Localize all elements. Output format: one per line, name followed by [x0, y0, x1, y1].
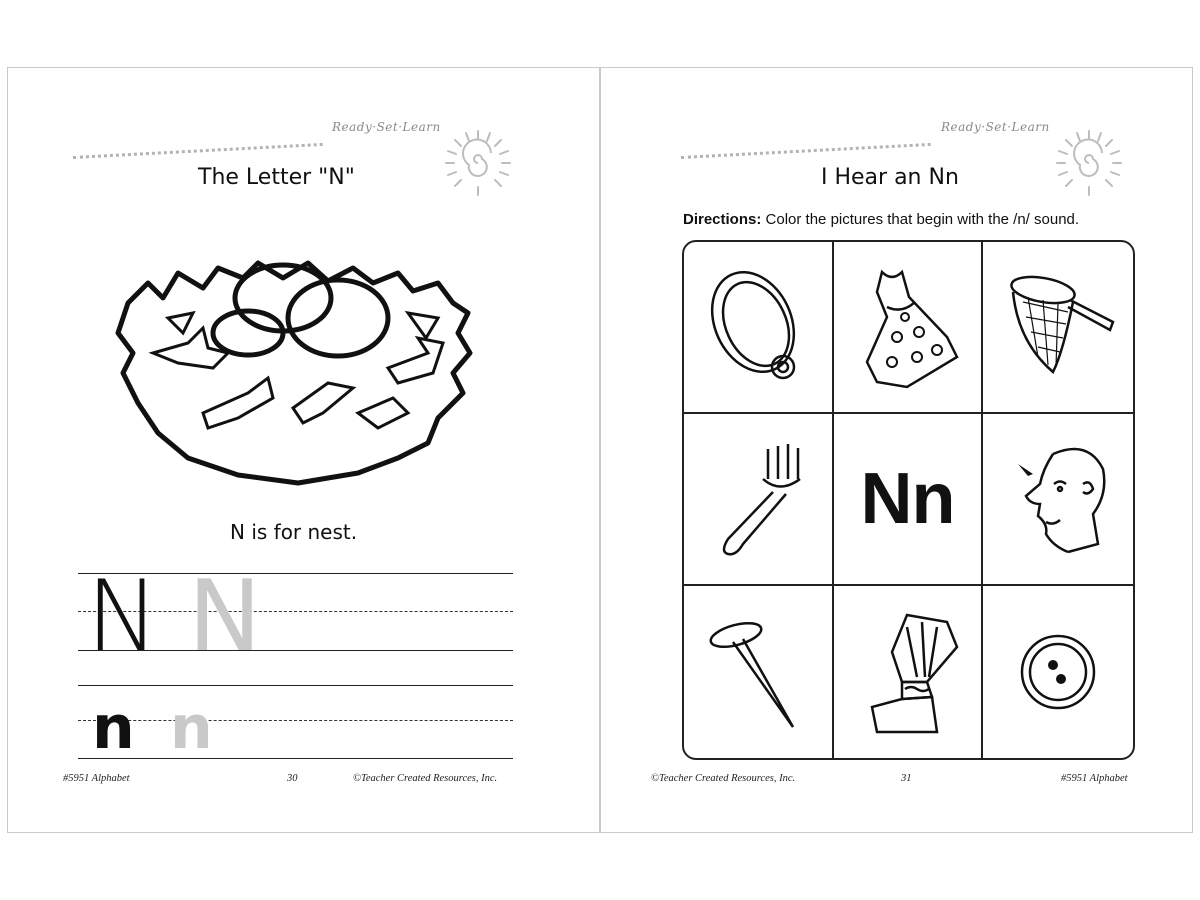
sun-logo-icon	[438, 123, 518, 203]
left-page	[7, 67, 600, 833]
nest-icon	[108, 243, 488, 493]
footer-publisher: ©Teacher Created Resources, Inc.	[353, 773, 498, 784]
grid-cell-button[interactable]	[983, 586, 1133, 758]
dotted-arc	[73, 143, 323, 159]
sun-logo-icon	[1049, 123, 1129, 203]
lowercase-letter-trace: n	[170, 693, 213, 763]
page-title: I Hear an Nn	[821, 165, 959, 190]
directions	[683, 211, 1079, 228]
writing-line-mid-2	[78, 720, 513, 721]
writing-line-top-2	[78, 685, 513, 686]
grid-cell-nose[interactable]	[983, 414, 1133, 586]
brand-logo-text: Ready·Set·Learn	[332, 120, 441, 134]
button-icon	[998, 607, 1118, 737]
necklace-icon	[698, 262, 818, 392]
footer-page-number: 30	[287, 773, 298, 784]
napkin-icon	[847, 607, 967, 737]
directions-label: Directions:	[683, 211, 762, 228]
uppercase-letter-example: N	[86, 560, 160, 674]
dotted-arc	[681, 143, 931, 159]
nail-icon	[698, 607, 818, 737]
directions-text: Color the pictures that begin with the /n/ sound.	[765, 211, 1080, 228]
net-icon	[998, 262, 1118, 392]
writing-line-base-2	[78, 758, 513, 759]
nose-icon	[998, 434, 1118, 564]
grid-cell-nail[interactable]	[684, 586, 834, 758]
footer-book-number: #5951 Alphabet	[63, 773, 130, 784]
grid-cell-fork[interactable]	[684, 414, 834, 586]
lowercase-letter-example: n	[92, 693, 135, 763]
footer-page-number: 31	[901, 773, 912, 784]
caption: N is for nest.	[230, 520, 358, 544]
center-letters: Nn	[860, 459, 955, 539]
uppercase-letter-trace: N	[188, 560, 262, 674]
footer-book-number: #5951 Alphabet	[1061, 773, 1128, 784]
brand-logo-text: Ready·Set·Learn	[941, 120, 1050, 134]
grid-cell-necklace[interactable]	[684, 242, 834, 414]
page-title: The Letter "N"	[198, 165, 355, 190]
fork-icon	[698, 434, 818, 564]
grid-cell-napkin[interactable]	[834, 586, 984, 758]
dress-icon	[847, 262, 967, 392]
grid-cell-net[interactable]	[983, 242, 1133, 414]
footer-publisher: ©Teacher Created Resources, Inc.	[651, 773, 796, 784]
grid-cell-dress[interactable]	[834, 242, 984, 414]
right-page	[600, 67, 1193, 833]
picture-grid	[682, 240, 1135, 760]
grid-cell-center	[834, 414, 984, 586]
